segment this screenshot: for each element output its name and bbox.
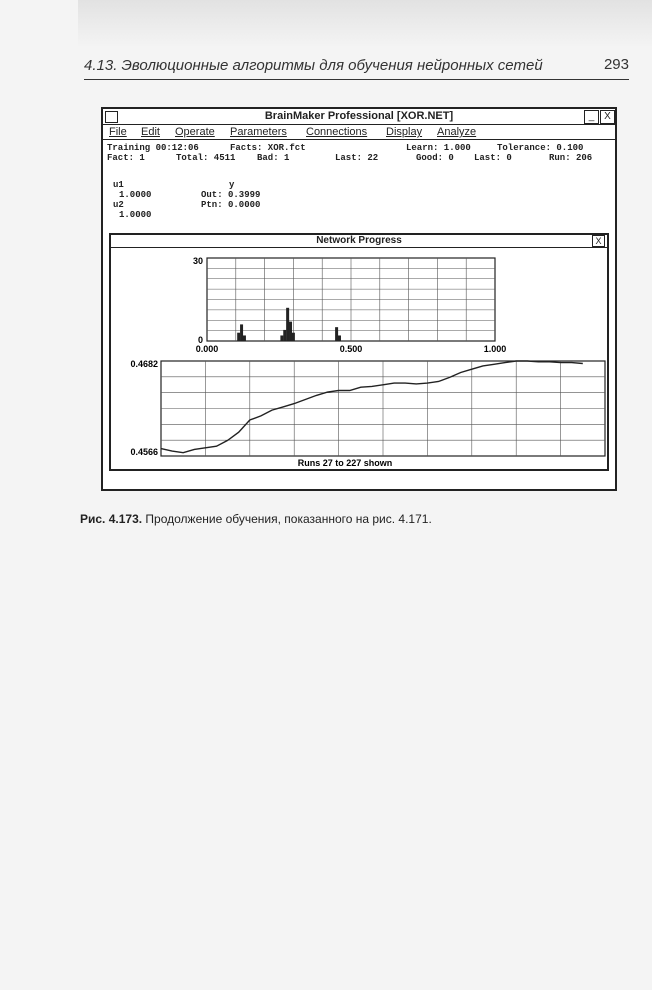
running-head (84, 55, 629, 80)
histogram-bar (280, 335, 283, 341)
input-u2-value: 1.0000 (119, 210, 152, 220)
status-learn: Learn: 1.000 (406, 143, 471, 153)
status-tolerance: Tolerance: 0.100 (497, 143, 584, 153)
progress-close-button[interactable]: X (592, 235, 605, 247)
status-bad: Bad: 1 (257, 153, 290, 163)
page-top-shadow (78, 0, 652, 48)
menu-parameters[interactable]: Parameters (230, 126, 287, 138)
histogram-bar (335, 327, 338, 341)
histogram-bar (338, 335, 341, 341)
menu-analyze[interactable]: Analyze (437, 126, 477, 138)
histogram-bar (240, 324, 243, 341)
histogram-x-tick-label: 1.000 (483, 344, 507, 354)
network-progress-title: Network Progress (111, 235, 607, 248)
histogram-x-tick-label: 0.500 (339, 344, 363, 354)
section-title: 4.13. Эволюционные алгоритмы для обучения нейронных сетей (84, 57, 543, 74)
output-out: Out: 0.3999 (201, 190, 261, 200)
histogram-bar (286, 308, 289, 341)
title-bar (103, 109, 615, 125)
status-fact: Fact: 1 (107, 153, 145, 163)
input-u2-name: u2 (113, 200, 124, 210)
histogram-bar (283, 330, 286, 341)
minimize-button[interactable]: _ (584, 110, 599, 124)
histogram-bar (292, 333, 295, 341)
page-number: 293 (603, 56, 629, 73)
progress-series-line (161, 361, 583, 453)
status-last-good: Last: 0 (474, 153, 512, 163)
histogram-bar (237, 333, 240, 341)
output-name: y (229, 180, 235, 190)
status-training: Training 00:12:06 (107, 143, 199, 153)
caption-text: Продолжение обучения, показанного на рис. 4.171. (142, 512, 432, 526)
menu-connections[interactable]: Connections (306, 126, 368, 138)
menu-file[interactable]: File (109, 126, 127, 138)
status-total: Total: 4511 (176, 153, 236, 163)
progress-y-tick-label: 0.4682 (130, 359, 158, 369)
menu-operate[interactable]: Operate (175, 126, 215, 138)
status-run: Run: 206 (549, 153, 593, 163)
window-title: BrainMaker Professional [XOR.NET] (264, 110, 454, 122)
status-good: Good: 0 (416, 153, 454, 163)
menu-bar (103, 125, 615, 140)
input-u1-name: u1 (113, 180, 124, 190)
menu-edit[interactable]: Edit (141, 126, 160, 138)
menu-display[interactable]: Display (386, 126, 423, 138)
histogram-bar (289, 322, 292, 341)
status-last: Last: 22 (335, 153, 379, 163)
close-button[interactable]: X (600, 110, 615, 124)
brainmaker-window (101, 107, 617, 491)
output-ptn: Ptn: 0.0000 (201, 200, 261, 210)
histogram-y-tick-label: 0 (197, 335, 203, 345)
figure-caption (80, 512, 432, 526)
progress-caption: Runs 27 to 227 shown (297, 458, 393, 468)
network-progress-window (109, 233, 609, 471)
progress-charts (111, 248, 607, 470)
input-u1-value: 1.0000 (119, 190, 152, 200)
caption-label: Рис. 4.173. (80, 512, 143, 526)
histogram-bar (243, 335, 246, 341)
histogram-x-tick-label: 0.000 (195, 344, 219, 354)
progress-y-tick-label: 0.4566 (130, 447, 158, 457)
status-facts: Facts: XOR.fct (230, 143, 306, 153)
histogram-y-tick-label: 30 (192, 256, 203, 266)
